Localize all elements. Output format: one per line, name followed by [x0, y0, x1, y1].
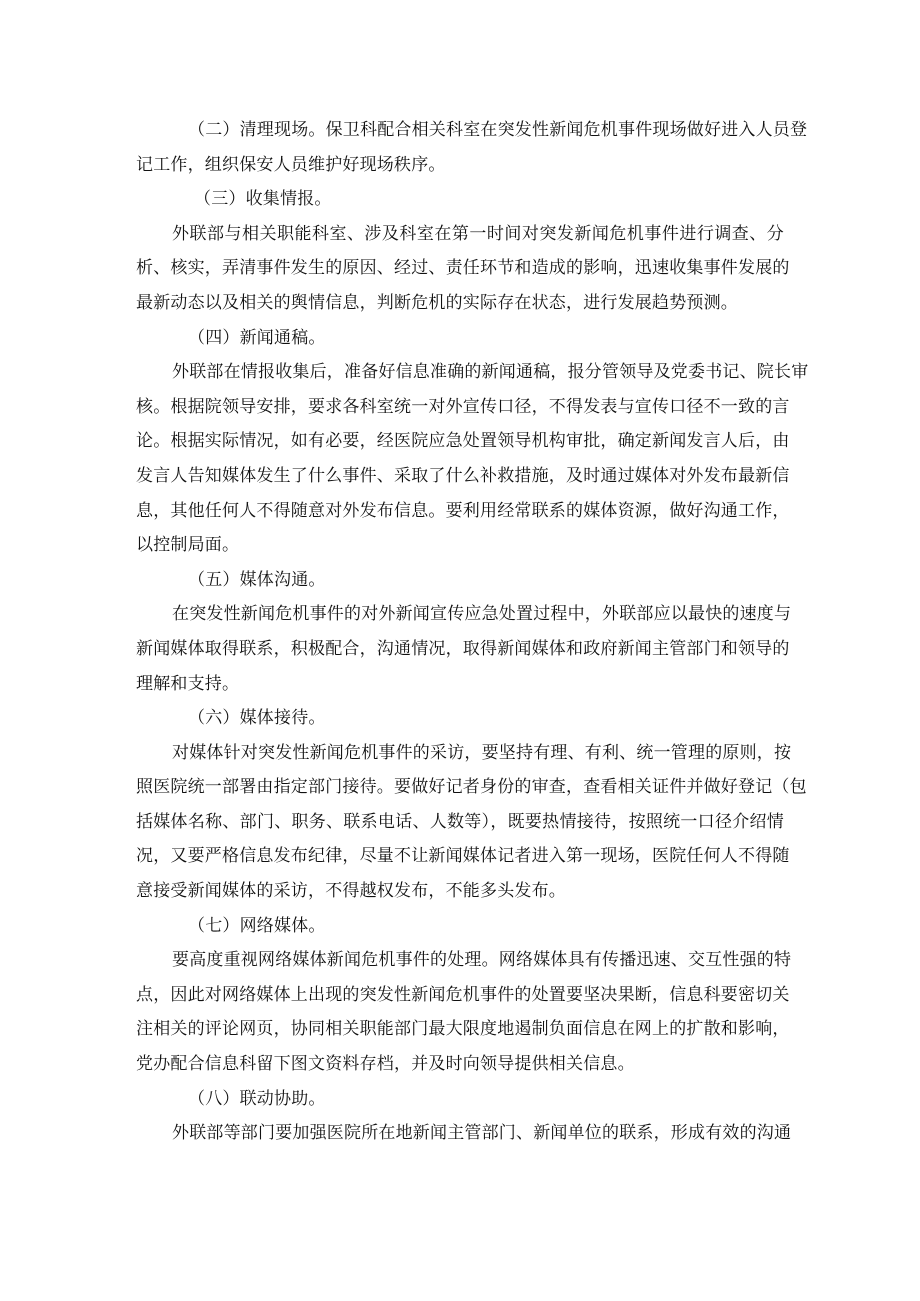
paragraph-line: 要高度重视网络媒体新闻危机事件的处理。网络媒体具有传播迅速、交互性强的特: [172, 950, 792, 971]
paragraph-line: 在突发性新闻危机事件的对外新闻宣传应急处置过程中，外联部应以最快的速度与: [172, 604, 792, 625]
paragraph-line: 最新动态以及相关的舆情信息，判断危机的实际存在状态，进行发展趋势预测。: [136, 292, 738, 313]
paragraph-line: 外联部与相关职能科室、涉及科室在第一时间对突发新闻危机事件进行调查、分: [172, 223, 784, 244]
paragraph-line: 括媒体名称、部门、职务、联系电话、人数等），既要热情接待，按照统一口径介绍情: [136, 811, 784, 832]
paragraph-line: 对媒体针对突发性新闻危机事件的采访，要坚持有理、有利、统一管理的原则，按: [172, 742, 792, 763]
paragraph-line: 记工作，组织保安人员维护好现场秩序。: [136, 154, 446, 175]
paragraph-line: 新闻媒体取得联系，积极配合，沟通情况，取得新闻媒体和政府新闻主管部门和领导的: [136, 638, 790, 659]
section-heading-linkage-assistance: （八）联动协助。: [188, 1088, 326, 1109]
paragraph-line: 息，其他任何人不得随意对外发布信息。要利用经常联系的媒体资源，做好沟通工作，: [136, 500, 790, 521]
paragraph-line: 点，因此对网络媒体上出现的突发性新闻危机事件的处置要坚决果断，信息科要密切关: [136, 984, 790, 1005]
paragraph-line: 析、核实，弄清事件发生的原因、经过、责任环节和造成的影响，迅速收集事件发展的: [136, 258, 790, 279]
paragraph-line: 意接受新闻媒体的采访，不得越权发布，不能多头发布。: [136, 881, 566, 902]
section-heading-press-release: （四）新闻通稿。: [188, 327, 326, 348]
paragraph-line: 外联部在情报收集后，准备好信息准确的新闻通稿，报分管领导及党委书记、院长审: [172, 362, 809, 383]
section-heading-media-communication: （五）媒体沟通。: [188, 569, 326, 590]
paragraph-line: 注相关的评论网页，协同相关职能部门最大限度地遏制负面信息在网上的扩散和影响，: [136, 1019, 790, 1040]
paragraph-line: 以控制局面。: [136, 535, 240, 556]
section-heading-collect-intel: （三）收集情报。: [194, 189, 332, 210]
paragraph-line: 党办配合信息科留下图文资料存档，并及时向领导提供相关信息。: [136, 1054, 635, 1075]
section-heading-online-media: （七）网络媒体。: [188, 915, 326, 936]
paragraph-line: 理解和支持。: [136, 673, 240, 694]
paragraph-line: 发言人告知媒体发生了什么事件、采取了什么补救措施，及时通过媒体对外发布最新信: [136, 465, 790, 486]
section-heading-media-reception: （六）媒体接待。: [188, 708, 326, 729]
paragraph-line: 况，又要严格信息发布纪律，尽量不让新闻媒体记者进入第一现场，医院任何人不得随: [136, 846, 790, 867]
document-body: [136, 113, 809, 1151]
paragraph-line: 核。根据院领导安排，要求各科室统一对外宣传口径，不得发表与宣传口径不一致的言: [136, 396, 790, 417]
paragraph-line: 外联部等部门要加强医院所在地新闻主管部门、新闻单位的联系，形成有效的沟通: [172, 1123, 792, 1144]
section-heading-clear-scene: （二）清理现场。保卫科配合相关科室在突发性新闻危机事件现场做好进入人员登: [188, 120, 808, 140]
paragraph-line: 照医院统一部署由指定部门接待。要做好记者身份的审查，查看相关证件并做好登记（包: [136, 777, 807, 798]
paragraph-line: 论。根据实际情况，如有必要，经医院应急处置领导机构审批，确定新闻发言人后，由: [136, 431, 790, 452]
